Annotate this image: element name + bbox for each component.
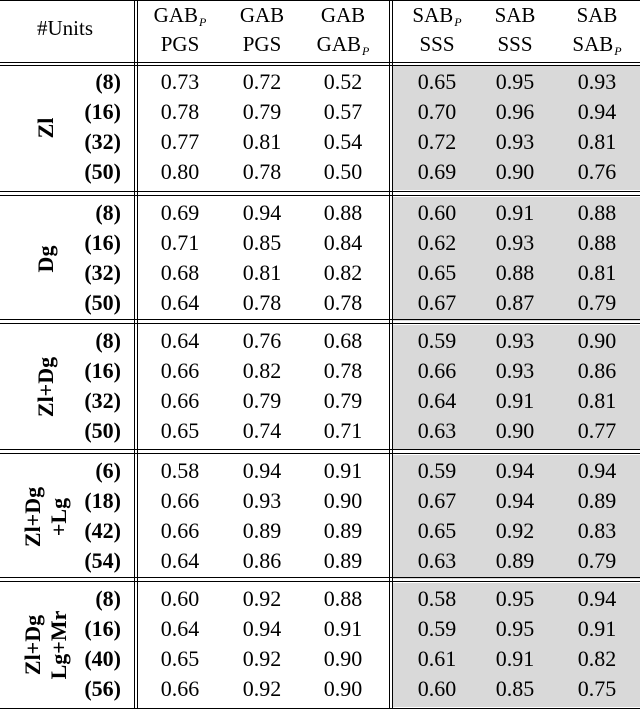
value-cell: 0.90	[323, 646, 363, 671]
value-cell: 0.75	[577, 676, 617, 701]
value-cell: 0.50	[323, 159, 363, 184]
rule	[0, 323, 640, 324]
column-header-text: PGS	[160, 32, 200, 56]
value-cell: 0.88	[577, 200, 617, 225]
value-cell: 0.62	[417, 230, 457, 255]
value-cell: 0.93	[495, 328, 535, 353]
value-cell: 0.91	[495, 646, 535, 671]
value-cell: 0.72	[242, 69, 282, 94]
value-cell: 0.66	[160, 388, 200, 413]
value-cell: 0.66	[160, 488, 200, 513]
column-header-text: PGS	[242, 32, 282, 56]
units-cell: (56)	[84, 676, 121, 701]
column-header-text: SAB	[576, 3, 618, 27]
value-cell: 0.90	[495, 159, 535, 184]
value-cell: 0.57	[323, 99, 363, 124]
units-cell: (54)	[84, 548, 121, 573]
column-header-text: GAB	[316, 32, 361, 56]
value-cell: 0.94	[495, 458, 535, 483]
value-cell: 0.71	[160, 230, 200, 255]
value-cell: 0.69	[160, 200, 200, 225]
value-cell: 0.94	[577, 458, 617, 483]
value-cell: 0.59	[417, 616, 457, 641]
value-cell: 0.78	[242, 159, 282, 184]
units-cell: (50)	[84, 290, 121, 315]
value-cell: 0.78	[242, 290, 282, 315]
value-cell: 0.84	[323, 230, 363, 255]
value-cell: 0.74	[242, 418, 282, 443]
value-cell: 0.65	[160, 418, 200, 443]
rule	[0, 577, 640, 578]
value-cell: 0.69	[417, 159, 457, 184]
rule	[0, 195, 640, 196]
value-cell: 0.90	[323, 488, 363, 513]
value-cell: 0.64	[160, 548, 200, 573]
column-header-line2	[222, 30, 302, 58]
value-cell: 0.78	[160, 99, 200, 124]
column-header-line1	[557, 1, 637, 29]
value-cell: 0.54	[323, 129, 363, 154]
column-divider	[389, 0, 390, 709]
column-header-line2	[303, 30, 383, 58]
value-cell: 0.90	[323, 676, 363, 701]
group-label-line: Zl+Dg	[33, 356, 58, 418]
group-label-line: Zl	[33, 117, 58, 139]
units-cell: (16)	[84, 616, 121, 641]
value-cell: 0.91	[495, 388, 535, 413]
value-cell: 0.90	[495, 418, 535, 443]
value-cell: 0.95	[495, 69, 535, 94]
column-header-text: SSS	[419, 32, 455, 56]
value-cell: 0.85	[242, 230, 282, 255]
value-cell: 0.94	[242, 616, 282, 641]
units-cell: (32)	[84, 260, 121, 285]
value-cell: 0.60	[160, 586, 200, 611]
value-cell: 0.89	[495, 548, 535, 573]
value-cell: 0.66	[160, 358, 200, 383]
column-header-line1	[140, 1, 220, 29]
value-cell: 0.66	[417, 358, 457, 383]
value-cell: 0.86	[577, 358, 617, 383]
value-cell: 0.91	[323, 458, 363, 483]
value-cell: 0.89	[242, 518, 282, 543]
value-cell: 0.89	[577, 488, 617, 513]
units-cell: (32)	[84, 388, 121, 413]
value-cell: 0.92	[242, 586, 282, 611]
units-cell: (42)	[84, 518, 121, 543]
value-cell: 0.79	[577, 290, 617, 315]
value-cell: 0.67	[417, 290, 457, 315]
value-cell: 0.59	[417, 458, 457, 483]
column-divider	[392, 0, 393, 709]
value-cell: 0.81	[577, 388, 617, 413]
value-cell: 0.60	[417, 200, 457, 225]
units-cell: (8)	[95, 586, 121, 611]
value-cell: 0.93	[495, 358, 535, 383]
value-cell: 0.94	[577, 99, 617, 124]
value-cell: 0.88	[495, 260, 535, 285]
column-header-line1	[222, 1, 302, 29]
column-header-line2	[397, 30, 477, 58]
value-cell: 0.67	[417, 488, 457, 513]
value-cell: 0.81	[577, 129, 617, 154]
value-cell: 0.95	[495, 586, 535, 611]
value-cell: 0.82	[242, 358, 282, 383]
value-cell: 0.87	[495, 290, 535, 315]
value-cell: 0.78	[323, 358, 363, 383]
value-cell: 0.64	[160, 328, 200, 353]
value-cell: 0.78	[323, 290, 363, 315]
value-cell: 0.68	[160, 260, 200, 285]
value-cell: 0.63	[417, 548, 457, 573]
column-divider	[137, 0, 138, 709]
value-cell: 0.94	[577, 586, 617, 611]
value-cell: 0.91	[323, 616, 363, 641]
group-label	[33, 357, 59, 417]
units-cell: (16)	[84, 358, 121, 383]
value-cell: 0.86	[242, 548, 282, 573]
units-cell: (8)	[95, 328, 121, 353]
value-cell: 0.92	[242, 676, 282, 701]
value-cell: 0.66	[160, 676, 200, 701]
value-cell: 0.91	[495, 200, 535, 225]
units-cell: (50)	[84, 418, 121, 443]
value-cell: 0.52	[323, 69, 363, 94]
column-header-text: GAB	[320, 3, 366, 27]
rule	[0, 581, 640, 582]
value-cell: 0.65	[160, 646, 200, 671]
value-cell: 0.66	[160, 518, 200, 543]
value-cell: 0.94	[242, 200, 282, 225]
column-header-text: SSS	[497, 32, 533, 56]
value-cell: 0.95	[495, 616, 535, 641]
column-header-line1	[475, 1, 555, 29]
column-header-line1	[303, 1, 383, 29]
value-cell: 0.88	[577, 230, 617, 255]
value-cell: 0.64	[160, 616, 200, 641]
value-cell: 0.76	[242, 328, 282, 353]
group-label-line: Lg+Mr	[46, 610, 71, 680]
value-cell: 0.94	[242, 458, 282, 483]
value-cell: 0.94	[495, 488, 535, 513]
value-cell: 0.89	[323, 518, 363, 543]
value-cell: 0.58	[160, 458, 200, 483]
value-cell: 0.81	[242, 129, 282, 154]
value-cell: 0.79	[242, 388, 282, 413]
group-label-line: Zl+Dg	[20, 486, 45, 548]
rule	[0, 449, 640, 450]
value-cell: 0.82	[323, 260, 363, 285]
value-cell: 0.80	[160, 159, 200, 184]
group-label	[33, 118, 59, 139]
value-cell: 0.59	[417, 328, 457, 353]
column-header-subscript: P	[614, 44, 622, 58]
rule	[0, 708, 640, 709]
rule	[0, 453, 640, 454]
units-cell: (50)	[84, 159, 121, 184]
value-cell: 0.60	[417, 676, 457, 701]
value-cell: 0.88	[323, 586, 363, 611]
value-cell: 0.72	[417, 129, 457, 154]
value-cell: 0.79	[242, 99, 282, 124]
value-cell: 0.91	[577, 616, 617, 641]
units-cell: (8)	[95, 69, 121, 94]
column-header-subscript: P	[454, 15, 462, 29]
column-header-text: SAB	[494, 3, 536, 27]
units-cell: (6)	[95, 458, 121, 483]
value-cell: 0.81	[242, 260, 282, 285]
value-cell: 0.77	[160, 129, 200, 154]
rule	[0, 0, 640, 1]
column-header-text: SAB	[412, 3, 454, 27]
group-label-line: +Lg	[46, 497, 71, 537]
value-cell: 0.71	[323, 418, 363, 443]
column-header-subscript: P	[362, 44, 370, 58]
value-cell: 0.83	[577, 518, 617, 543]
value-cell: 0.96	[495, 99, 535, 124]
value-cell: 0.73	[160, 69, 200, 94]
units-cell: (16)	[84, 99, 121, 124]
value-cell: 0.92	[495, 518, 535, 543]
units-cell: (16)	[84, 230, 121, 255]
column-header-line2	[557, 30, 637, 58]
units-cell: (32)	[84, 129, 121, 154]
rule	[0, 62, 640, 63]
value-cell: 0.81	[577, 260, 617, 285]
value-cell: 0.70	[417, 99, 457, 124]
column-header-text: SAB	[572, 32, 614, 56]
value-cell: 0.64	[160, 290, 200, 315]
value-cell: 0.88	[323, 200, 363, 225]
value-cell: 0.61	[417, 646, 457, 671]
column-header-line2	[475, 30, 555, 58]
value-cell: 0.65	[417, 260, 457, 285]
value-cell: 0.65	[417, 69, 457, 94]
column-header-subscript: P	[199, 15, 207, 29]
units-cell: (18)	[84, 488, 121, 513]
value-cell: 0.93	[242, 488, 282, 513]
value-cell: 0.89	[323, 548, 363, 573]
column-header-line1	[397, 1, 477, 29]
column-divider	[134, 0, 135, 709]
column-header-text: GAB	[153, 3, 198, 27]
value-cell: 0.76	[577, 159, 617, 184]
value-cell: 0.85	[495, 676, 535, 701]
units-cell: (40)	[84, 646, 121, 671]
value-cell: 0.93	[577, 69, 617, 94]
rule	[0, 191, 640, 192]
units-header: #Units	[36, 16, 93, 40]
value-cell: 0.82	[577, 646, 617, 671]
value-cell: 0.68	[323, 328, 363, 353]
column-header-text: GAB	[239, 3, 285, 27]
value-cell: 0.64	[417, 388, 457, 413]
value-cell: 0.65	[417, 518, 457, 543]
column-header-line2	[140, 30, 220, 58]
value-cell: 0.77	[577, 418, 617, 443]
group-label-line: Zl+Dg	[20, 614, 45, 676]
group-label	[33, 246, 59, 273]
units-cell: (8)	[95, 200, 121, 225]
value-cell: 0.79	[323, 388, 363, 413]
value-cell: 0.93	[495, 129, 535, 154]
group-label-line: Dg	[33, 245, 58, 273]
value-cell: 0.90	[577, 328, 617, 353]
value-cell: 0.92	[242, 646, 282, 671]
rule	[0, 319, 640, 320]
value-cell: 0.58	[417, 586, 457, 611]
value-cell: 0.93	[495, 230, 535, 255]
value-cell: 0.79	[577, 548, 617, 573]
rule	[0, 65, 640, 66]
value-cell: 0.63	[417, 418, 457, 443]
